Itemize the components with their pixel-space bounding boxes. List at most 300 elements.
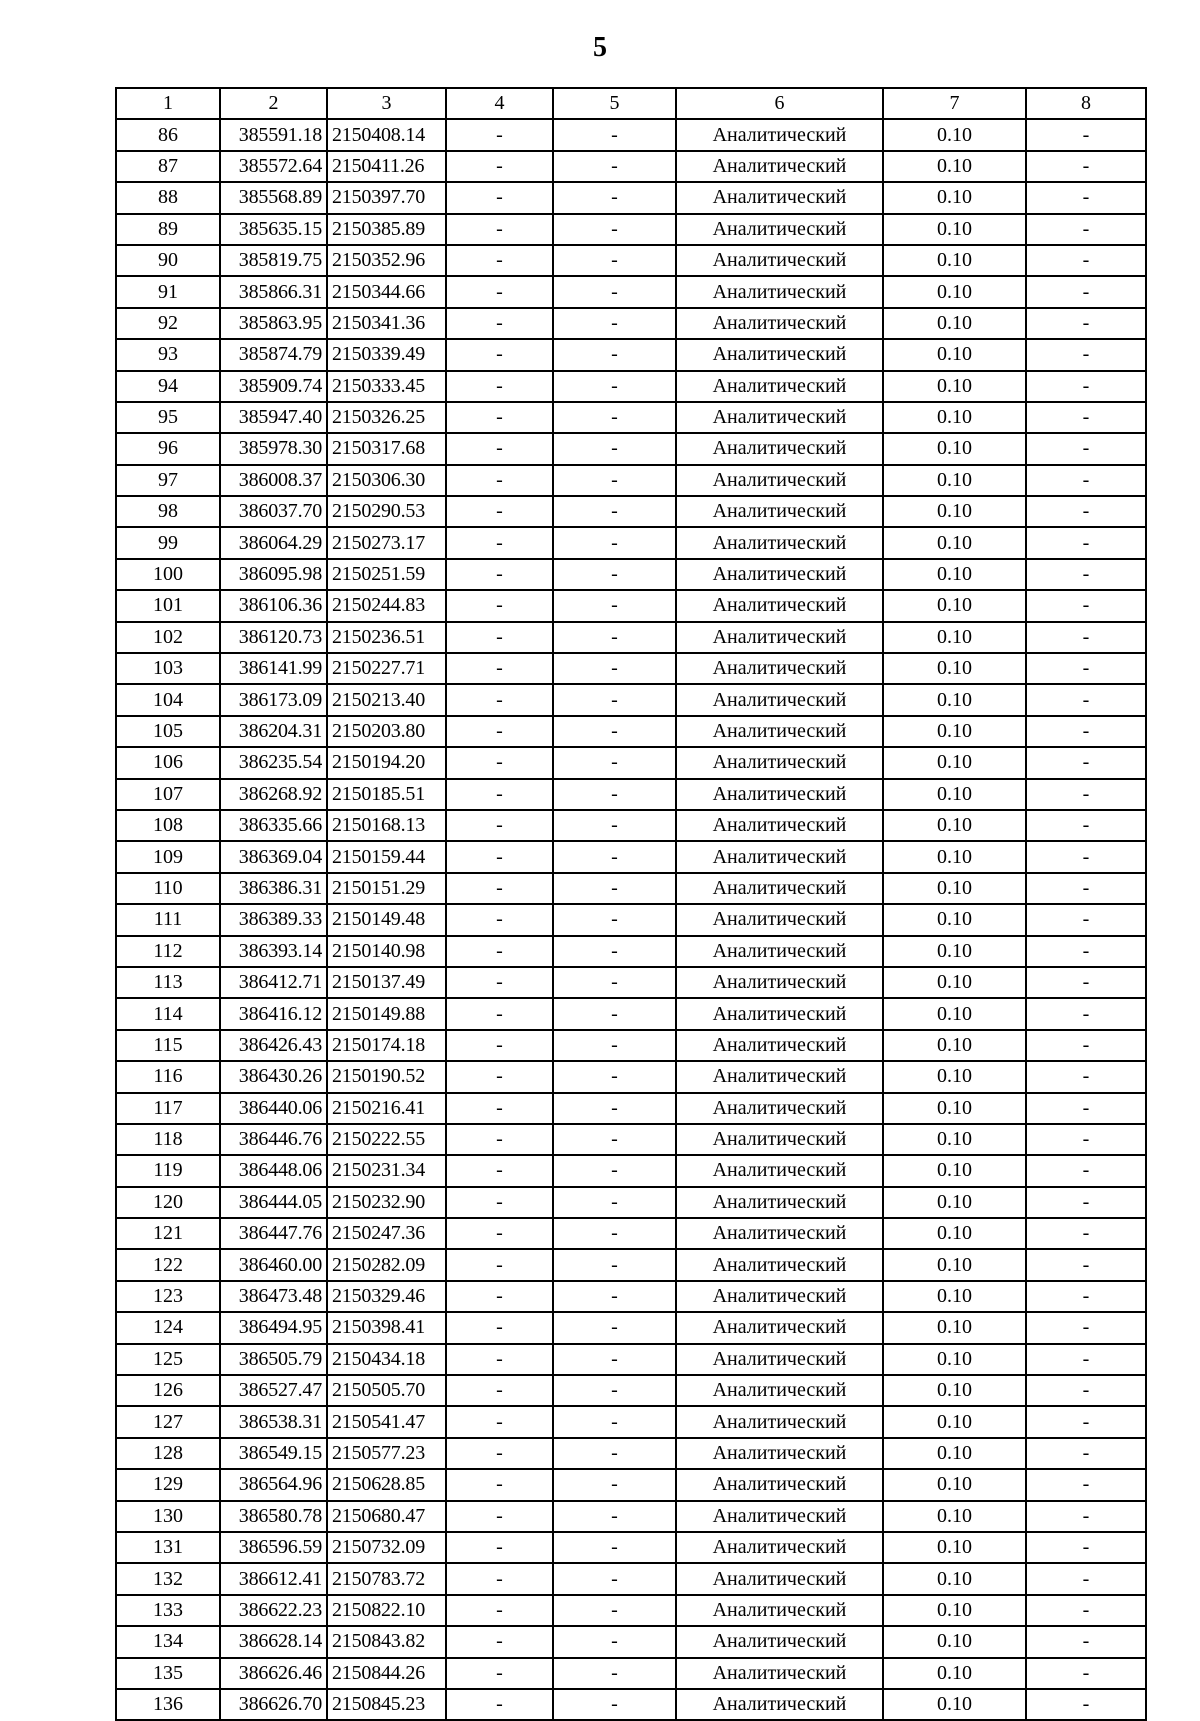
accuracy: 0.10 [883,904,1026,935]
method: Аналитический [676,1344,883,1375]
col-8-value: - [1026,904,1146,935]
col-4-value: - [446,1595,553,1626]
coord-x: 386386.31 [220,873,327,904]
coord-x: 386612.41 [220,1563,327,1594]
coord-x: 386235.54 [220,747,327,778]
table-row [116,1658,1146,1689]
accuracy: 0.10 [883,1626,1026,1657]
col-5-value: - [553,904,676,935]
table-row [116,527,1146,558]
col-4-value: - [446,433,553,464]
coord-y: 2150845.23 [327,1689,446,1720]
col-5-value: - [553,1595,676,1626]
point-number: 126 [116,1375,220,1406]
col-8-value: - [1026,1563,1146,1594]
col-5-value: - [553,1093,676,1124]
col-4-value: - [446,1532,553,1563]
table-row [116,1218,1146,1249]
coord-y: 2150577.23 [327,1438,446,1469]
col-4-value: - [446,151,553,182]
coord-y: 2150408.14 [327,119,446,150]
col-4-value: - [446,214,553,245]
accuracy: 0.10 [883,716,1026,747]
coord-y: 2150783.72 [327,1563,446,1594]
accuracy: 0.10 [883,810,1026,841]
accuracy: 0.10 [883,308,1026,339]
column-header: 3 [327,88,446,119]
method: Аналитический [676,1030,883,1061]
table-row [116,214,1146,245]
coord-y: 2150168.13 [327,810,446,841]
table-row [116,339,1146,370]
col-8-value: - [1026,1344,1146,1375]
col-8-value: - [1026,779,1146,810]
point-number: 119 [116,1155,220,1186]
point-number: 128 [116,1438,220,1469]
coord-x: 386037.70 [220,496,327,527]
col-5-value: - [553,779,676,810]
col-5-value: - [553,1030,676,1061]
coord-x: 386494.95 [220,1312,327,1343]
col-5-value: - [553,1689,676,1720]
col-4-value: - [446,747,553,778]
table-row [116,496,1146,527]
header-row [116,88,1146,119]
col-5-value: - [553,1626,676,1657]
point-number: 94 [116,371,220,402]
method: Аналитический [676,245,883,276]
point-number: 124 [116,1312,220,1343]
method: Аналитический [676,151,883,182]
table-row [116,433,1146,464]
coord-x: 386369.04 [220,841,327,872]
col-4-value: - [446,1030,553,1061]
col-5-value: - [553,276,676,307]
col-4-value: - [446,308,553,339]
point-number: 117 [116,1093,220,1124]
table-row [116,559,1146,590]
method: Аналитический [676,1658,883,1689]
column-header: 8 [1026,88,1146,119]
point-number: 118 [116,1124,220,1155]
method: Аналитический [676,402,883,433]
table-row [116,904,1146,935]
accuracy: 0.10 [883,873,1026,904]
method: Аналитический [676,1626,883,1657]
coord-x: 386416.12 [220,998,327,1029]
coord-y: 2150190.52 [327,1061,446,1092]
col-8-value: - [1026,371,1146,402]
coord-x: 385819.75 [220,245,327,276]
table-row [116,967,1146,998]
coord-y: 2150236.51 [327,622,446,653]
col-5-value: - [553,998,676,1029]
col-8-value: - [1026,590,1146,621]
table-row [116,1344,1146,1375]
accuracy: 0.10 [883,402,1026,433]
col-8-value: - [1026,998,1146,1029]
accuracy: 0.10 [883,684,1026,715]
col-4-value: - [446,1187,553,1218]
coord-y: 2150329.46 [327,1281,446,1312]
col-5-value: - [553,1124,676,1155]
accuracy: 0.10 [883,559,1026,590]
table-row [116,308,1146,339]
coord-y: 2150680.47 [327,1501,446,1532]
coord-y: 2150732.09 [327,1532,446,1563]
point-number: 120 [116,1187,220,1218]
coord-x: 386446.76 [220,1124,327,1155]
point-number: 90 [116,245,220,276]
coord-y: 2150232.90 [327,1187,446,1218]
coord-y: 2150216.41 [327,1093,446,1124]
point-number: 127 [116,1406,220,1437]
method: Аналитический [676,1563,883,1594]
accuracy: 0.10 [883,967,1026,998]
col-4-value: - [446,841,553,872]
col-4-value: - [446,1406,553,1437]
table-row [116,1375,1146,1406]
coord-y: 2150174.18 [327,1030,446,1061]
accuracy: 0.10 [883,1532,1026,1563]
col-5-value: - [553,1061,676,1092]
method: Аналитический [676,371,883,402]
col-4-value: - [446,716,553,747]
accuracy: 0.10 [883,1344,1026,1375]
coord-y: 2150326.25 [327,402,446,433]
accuracy: 0.10 [883,182,1026,213]
col-5-value: - [553,433,676,464]
coord-x: 386626.46 [220,1658,327,1689]
col-8-value: - [1026,1626,1146,1657]
column-header: 6 [676,88,883,119]
col-5-value: - [553,214,676,245]
point-number: 121 [116,1218,220,1249]
table-row [116,1124,1146,1155]
method: Аналитический [676,276,883,307]
col-5-value: - [553,967,676,998]
col-5-value: - [553,684,676,715]
accuracy: 0.10 [883,1218,1026,1249]
method: Аналитический [676,214,883,245]
coord-y: 2150505.70 [327,1375,446,1406]
method: Аналитический [676,998,883,1029]
coord-x: 385568.89 [220,182,327,213]
col-4-value: - [446,465,553,496]
col-5-value: - [553,245,676,276]
col-5-value: - [553,496,676,527]
point-number: 93 [116,339,220,370]
col-4-value: - [446,119,553,150]
col-8-value: - [1026,1124,1146,1155]
col-5-value: - [553,936,676,967]
coord-y: 2150317.68 [327,433,446,464]
col-5-value: - [553,841,676,872]
col-4-value: - [446,1469,553,1500]
point-number: 96 [116,433,220,464]
col-8-value: - [1026,1595,1146,1626]
table-row [116,998,1146,1029]
method: Аналитический [676,590,883,621]
col-4-value: - [446,1375,553,1406]
col-4-value: - [446,1093,553,1124]
coord-x: 386008.37 [220,465,327,496]
col-4-value: - [446,1501,553,1532]
table-row [116,779,1146,810]
coord-x: 386268.92 [220,779,327,810]
table-row [116,182,1146,213]
col-5-value: - [553,1218,676,1249]
table-row [116,276,1146,307]
accuracy: 0.10 [883,1061,1026,1092]
coord-y: 2150231.34 [327,1155,446,1186]
col-8-value: - [1026,1061,1146,1092]
point-number: 134 [116,1626,220,1657]
col-8-value: - [1026,151,1146,182]
col-5-value: - [553,1155,676,1186]
point-number: 101 [116,590,220,621]
col-8-value: - [1026,1187,1146,1218]
col-8-value: - [1026,465,1146,496]
method: Аналитический [676,559,883,590]
table-row [116,684,1146,715]
col-8-value: - [1026,559,1146,590]
col-8-value: - [1026,1030,1146,1061]
col-4-value: - [446,1155,553,1186]
method: Аналитический [676,433,883,464]
table-row [116,1563,1146,1594]
table-row [116,1501,1146,1532]
col-4-value: - [446,998,553,1029]
col-5-value: - [553,653,676,684]
coord-x: 386426.43 [220,1030,327,1061]
table-row [116,747,1146,778]
accuracy: 0.10 [883,496,1026,527]
accuracy: 0.10 [883,245,1026,276]
method: Аналитический [676,119,883,150]
table-row [116,402,1146,433]
table-row [116,716,1146,747]
col-4-value: - [446,1281,553,1312]
coord-x: 386549.15 [220,1438,327,1469]
col-8-value: - [1026,1312,1146,1343]
accuracy: 0.10 [883,1312,1026,1343]
coord-x: 385947.40 [220,402,327,433]
col-5-value: - [553,151,676,182]
col-4-value: - [446,339,553,370]
accuracy: 0.10 [883,1375,1026,1406]
accuracy: 0.10 [883,1658,1026,1689]
accuracy: 0.10 [883,1030,1026,1061]
point-number: 103 [116,653,220,684]
column-header: 7 [883,88,1026,119]
table-row [116,1061,1146,1092]
point-number: 115 [116,1030,220,1061]
accuracy: 0.10 [883,1438,1026,1469]
table-row [116,1595,1146,1626]
table-row [116,590,1146,621]
accuracy: 0.10 [883,841,1026,872]
table-row [116,1689,1146,1720]
coord-x: 385635.15 [220,214,327,245]
table-row [116,245,1146,276]
coord-x: 385591.18 [220,119,327,150]
accuracy: 0.10 [883,276,1026,307]
col-8-value: - [1026,308,1146,339]
method: Аналитический [676,1187,883,1218]
table-row [116,1155,1146,1186]
col-4-value: - [446,779,553,810]
coord-x: 386580.78 [220,1501,327,1532]
col-8-value: - [1026,402,1146,433]
col-8-value: - [1026,936,1146,967]
method: Аналитический [676,1281,883,1312]
coord-y: 2150844.26 [327,1658,446,1689]
coord-y: 2150273.17 [327,527,446,558]
coord-y: 2150385.89 [327,214,446,245]
col-5-value: - [553,308,676,339]
point-number: 113 [116,967,220,998]
accuracy: 0.10 [883,151,1026,182]
accuracy: 0.10 [883,527,1026,558]
col-8-value: - [1026,1249,1146,1280]
col-5-value: - [553,371,676,402]
table-row [116,1312,1146,1343]
col-4-value: - [446,1689,553,1720]
col-4-value: - [446,904,553,935]
col-8-value: - [1026,1281,1146,1312]
col-8-value: - [1026,684,1146,715]
col-8-value: - [1026,1093,1146,1124]
coord-x: 386538.31 [220,1406,327,1437]
point-number: 107 [116,779,220,810]
table-row [116,873,1146,904]
col-4-value: - [446,1438,553,1469]
coord-y: 2150541.47 [327,1406,446,1437]
point-number: 132 [116,1563,220,1594]
point-number: 102 [116,622,220,653]
accuracy: 0.10 [883,1406,1026,1437]
point-number: 123 [116,1281,220,1312]
col-8-value: - [1026,873,1146,904]
col-8-value: - [1026,276,1146,307]
point-number: 131 [116,1532,220,1563]
col-5-value: - [553,1344,676,1375]
col-8-value: - [1026,433,1146,464]
method: Аналитический [676,1061,883,1092]
point-number: 125 [116,1344,220,1375]
col-4-value: - [446,371,553,402]
coord-y: 2150244.83 [327,590,446,621]
method: Аналитический [676,339,883,370]
col-4-value: - [446,622,553,653]
method: Аналитический [676,653,883,684]
coord-x: 386120.73 [220,622,327,653]
point-number: 108 [116,810,220,841]
coord-x: 385863.95 [220,308,327,339]
table-body [116,119,1146,1720]
col-4-value: - [446,810,553,841]
point-number: 98 [116,496,220,527]
method: Аналитический [676,810,883,841]
point-number: 95 [116,402,220,433]
coord-y: 2150398.41 [327,1312,446,1343]
col-5-value: - [553,1658,676,1689]
table-row [116,1030,1146,1061]
point-number: 104 [116,684,220,715]
point-number: 100 [116,559,220,590]
method: Аналитический [676,1438,883,1469]
accuracy: 0.10 [883,1595,1026,1626]
col-4-value: - [446,1218,553,1249]
col-5-value: - [553,810,676,841]
col-8-value: - [1026,182,1146,213]
coord-x: 386626.70 [220,1689,327,1720]
accuracy: 0.10 [883,1124,1026,1155]
coord-y: 2150397.70 [327,182,446,213]
col-8-value: - [1026,1406,1146,1437]
coord-y: 2150227.71 [327,653,446,684]
table-row [116,1281,1146,1312]
coord-x: 386106.36 [220,590,327,621]
accuracy: 0.10 [883,339,1026,370]
col-4-value: - [446,873,553,904]
col-5-value: - [553,873,676,904]
coord-y: 2150344.66 [327,276,446,307]
col-8-value: - [1026,841,1146,872]
point-number: 133 [116,1595,220,1626]
col-4-value: - [446,1626,553,1657]
table-row [116,1626,1146,1657]
col-5-value: - [553,1281,676,1312]
accuracy: 0.10 [883,622,1026,653]
coord-y: 2150843.82 [327,1626,446,1657]
table-row [116,1249,1146,1280]
col-8-value: - [1026,622,1146,653]
coord-x: 386460.00 [220,1249,327,1280]
coord-y: 2150352.96 [327,245,446,276]
table-row [116,1469,1146,1500]
col-5-value: - [553,402,676,433]
method: Аналитический [676,182,883,213]
col-8-value: - [1026,1218,1146,1249]
method: Аналитический [676,1532,883,1563]
point-number: 110 [116,873,220,904]
method: Аналитический [676,936,883,967]
coord-x: 385874.79 [220,339,327,370]
col-4-value: - [446,1124,553,1155]
col-5-value: - [553,182,676,213]
col-4-value: - [446,1344,553,1375]
coord-x: 386393.14 [220,936,327,967]
col-4-value: - [446,967,553,998]
col-4-value: - [446,496,553,527]
col-8-value: - [1026,214,1146,245]
col-8-value: - [1026,716,1146,747]
coord-x: 386389.33 [220,904,327,935]
table-row [116,119,1146,150]
col-4-value: - [446,1061,553,1092]
coord-y: 2150194.20 [327,747,446,778]
col-8-value: - [1026,747,1146,778]
coord-x: 386527.47 [220,1375,327,1406]
col-4-value: - [446,527,553,558]
accuracy: 0.10 [883,433,1026,464]
point-number: 122 [116,1249,220,1280]
method: Аналитический [676,967,883,998]
col-5-value: - [553,527,676,558]
point-number: 116 [116,1061,220,1092]
